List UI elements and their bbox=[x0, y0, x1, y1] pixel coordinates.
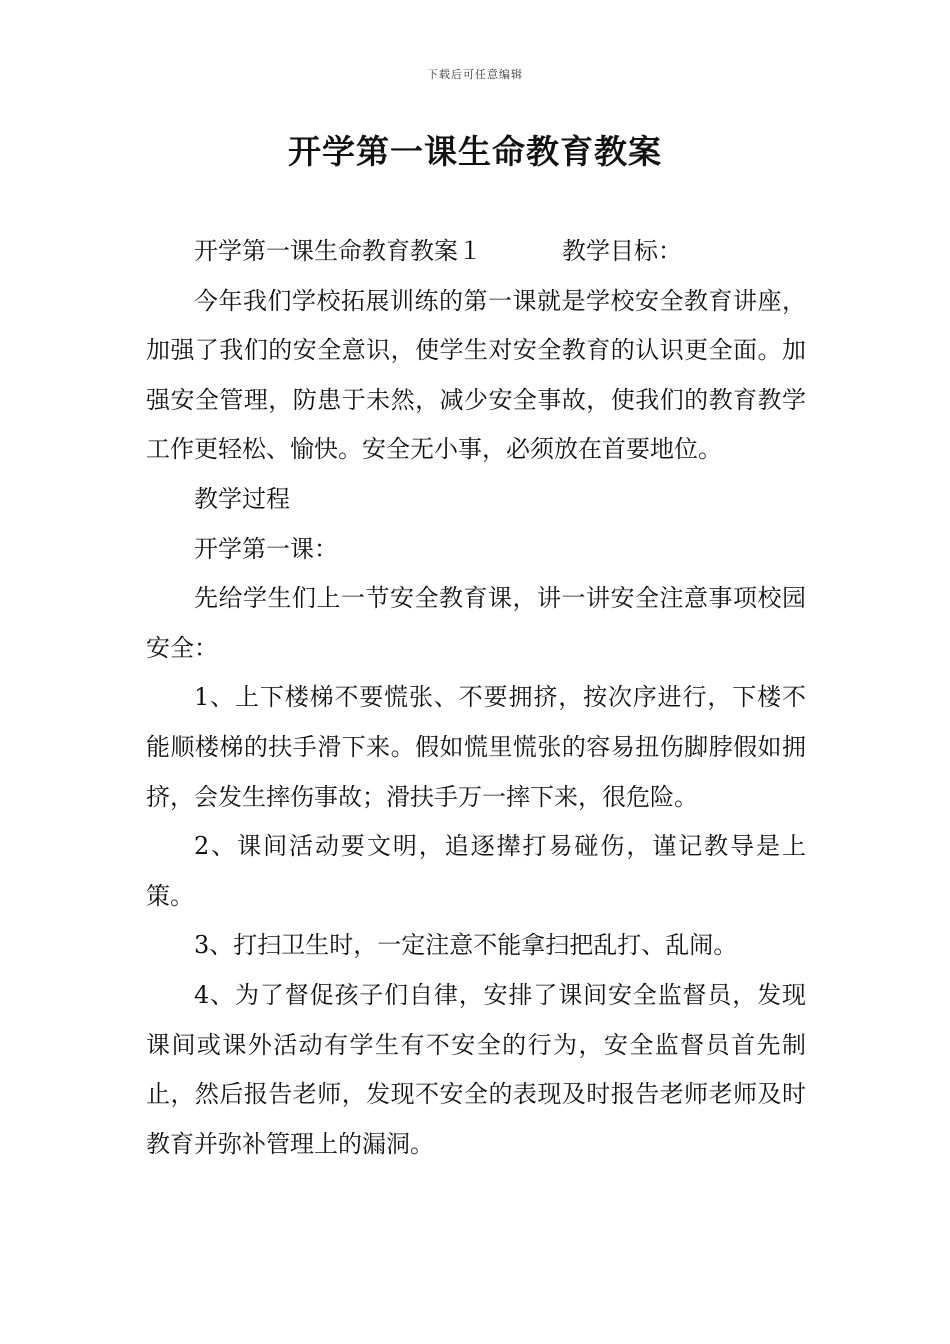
paragraph-first-lesson: 开学第一课： bbox=[194, 534, 338, 563]
paragraph-objective: 今年我们学校拓展训练的第一课就是学校安全教育讲座，加强了我们的安全意识，使学生对安全教育的认识更全面。加强安全管理，防患于未然，减少安全事故，使我们的教育教学工作更轻松、愉快。安全无小事，必须放在首要地位。 bbox=[146, 286, 806, 464]
paragraph-item-2: 2、课间活动要文明，追逐撵打易碰伤，谨记教导是上策。 bbox=[146, 832, 806, 910]
paragraph-item-4: 4、为了督促孩子们自律，安排了课间安全监督员，发现课间或课外活动有学生有不安全的行为，安全监督员首先制止，然后报告老师，发现不安全的表现及时报告老师老师及时教育并弥补管理上的漏洞。 bbox=[146, 980, 806, 1158]
paragraph-safety-intro: 先给学生们上一节安全教育课，讲一讲安全注意事项校园安全： bbox=[146, 584, 806, 662]
document-title: 开学第一课生命教育教案 bbox=[288, 132, 662, 171]
paragraph-item-3: 3、打扫卫生时，一定注意不能拿扫把乱打、乱闹。 bbox=[194, 931, 738, 960]
paragraph-process-heading: 教学过程 bbox=[194, 484, 290, 513]
intro-label: 开学第一课生命教育教案１ bbox=[194, 237, 482, 265]
document-body bbox=[146, 227, 806, 1169]
header-note: 下载后可任意编辑 bbox=[427, 68, 523, 81]
intro-line bbox=[146, 227, 806, 277]
objective-label: 教学目标： bbox=[562, 237, 682, 265]
paragraph-item-1: 1、上下楼梯不要慌张、不要拥挤，按次序进行，下楼不能顺楼梯的扶手滑下来。假如慌里慌张的容易扭伤脚脖假如拥挤，会发生摔伤事故；滑扶手万一摔下来，很危险。 bbox=[146, 683, 806, 811]
